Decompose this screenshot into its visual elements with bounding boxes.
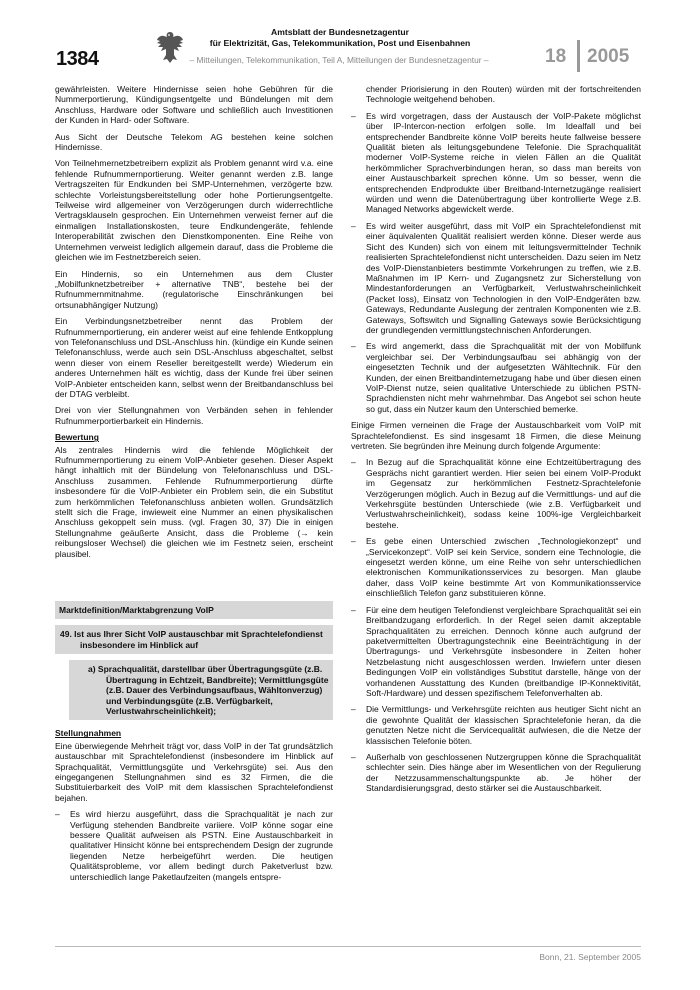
right-column	[351, 84, 641, 800]
dash-list-item: – Außerhalb von geschlossenen Nutzergruppen könne die Sprachqualität schlechter sein. Dies hänge aber im Wesentlichen von der Regulierung der Netzzusammenschaltungspunkte ab. Je höher der Standardisierungsgrad, desto stärker sei die Austauschbarkeit.	[351, 752, 641, 794]
paragraph: Eine überwiegende Mehrheit trägt vor, dass VoIP in der Tat grundsätzlich austauschbar mit Sprachtelefondienst (insbesondere im Hinblick auf Sprachqualität, Vermittlungsgüte und Verkehrsgüte) sei. Aus den eingegangenen Stellungnahmen sind es 32 Firmen, die die Substituierbarkeit des VoIP mit dem klassischen Sprachtelefondienst bejahen.	[55, 740, 333, 803]
dash-list-item: – Für eine dem heutigen Telefondienst vergleichbare Sprachqualität sei ein Breitbandzugang erforderlich. In der Regel seien damit akzeptable Sprachqualitäten zu erreichen. Dennoch könne auch aufgrund der paketvermittelten Übertragungstechnik eine Beeinträchtigung in der Übertragungs- und Verkehrsgüte insbesondere in Zeiten hoher Netzbelastung nicht ausgeschlossen werden. Inwiefern unter diesen Bedingungen VoIP ein vollständiges Substitut darstelle, hänge von der vorhandenen Ausstattung des Kunden (breitbandige IP-Konnektivität, Soft-/Hardware) und dessen spezifischem Telefonverhalten ab.	[351, 605, 641, 699]
issue-number: 18	[545, 46, 567, 67]
section-heading-box: Marktdefinition/Marktabgrenzung VoIP	[55, 601, 333, 619]
footer-divider	[55, 946, 641, 947]
gazette-title: Amtsblatt der Bundesnetzagentur	[271, 27, 409, 37]
heading-stellungnahmen: Stellungnahmen	[55, 728, 122, 739]
paragraph: Einige Firmen verneinen die Frage der Austauschbarkeit vom VoIP mit Sprachtelefondienst. Es sind insgesamt 18 Firmen, die diese Meinung vertreten. Sie begründen ihre Meinung durch folgende Argumente:	[351, 420, 641, 451]
heading-bewertung: Bewertung	[55, 432, 99, 443]
dash-list-item: – In Bezug auf die Sprachqualität könne eine Echtzeitübertragung des Gesprächs nicht garantiert werden. Hier seien bei einem VoIP-Produkt im Gegensatz zur herkömmlichen Festnetz-Sprachtelefonie Verzögerungen möglich. Auch in Bezug auf die Vermittlungs- und auf die Verkehrsgüte bestünden Unterschiede (wie z.B. Verfügbarkeit und Verlustwahrscheinlichkeit), sodass keine 100%-ige Vergleichbarkeit bestehe.	[351, 457, 641, 530]
page-number: 1384	[56, 48, 99, 70]
question-box: 49. Ist aus Ihrer Sicht VoIP austauschbar mit Sprachtelefondienst insbesondere im Hinblick auf	[55, 625, 333, 654]
dash-list-item: – Die Vermittlungs- und Verkehrsgüte reichten aus heutiger Sicht nicht an die gewohnte Qualität der klassischen Sprachtelefonie heran, da die genutzten Netze nicht die Servicequalität aufwiesen, die die Netze der klassischen Telefonie böten.	[351, 704, 641, 746]
gazette-subtitle: für Elektrizität, Gas, Telekommunikation, Post und Eisenbahnen	[209, 38, 471, 48]
issue-year: 2005	[587, 46, 630, 67]
paragraph-continuation: chender Priorisierung in den Routen) würden mit der fortschreitenden Technologie weitgehend behoben.	[366, 84, 641, 105]
dash-list-item: – Es wird weiter ausgeführt, dass mit VoIP ein Sprachtelefondienst mit einer äquivalenten Qualität realisiert werden könne. Dieser werde aus Sicht des Kunden) sich von einem mit leitungsvermittelnder Technik realisierten Sprachtelefondienst nicht unterscheiden. Dazu seien im Netz des VoIP-Dienstanbieters bestimmte Vorkehrungen zu treffen, wie z.B. Maßnahmen im IP Kern- und Zugangsnetz zur Sicherstellung von Mindestanforderungen an Verfügbarkeit, Verlustwahrscheinlichkeit (Packet loss), Einsatz von Technologien in den VoIP-Endgeräten bzw. Gateways, Redundante Auslegung der zentralen Komponenten wie z.B. Gateways, Softswitch und Signalling Gateways sowie Berücksichtigung der grundlegenden vermittlungstechnischen Anforderungen.	[351, 221, 641, 335]
paragraph: Drei von vier Stellungnahmen von Verbänden sehen in fehlender Rufnummerportierbarkeit ein Hindernis.	[55, 405, 333, 426]
left-column	[55, 84, 333, 888]
dash-list-item: – Es gebe einen Unterschied zwischen „Technologiekonzept“ und „Servicekonzept“. VoIP sei kein Service, sondern eine Technologie, die eingesetzt werden könne, um eine Reihe von sehr unterschiedlichen elektronischen Kommunikationsservices zu besorgen. Man glaube daher, dass VoIP keine bestimmte Art von Kommunikationsservice einschließlich Telefon ganz substituieren könne.	[351, 536, 641, 598]
paragraph: Als zentrales Hindernis wird die fehlende Möglichkeit der Rufnummernportierung zu einem VoIP-Anbieter gesehen. Dieser Aspekt hängt inhaltlich mit der Bündelung von Telefonanschluss und DSL-Anschluss zusammen. Fehlende Rufnummerportierung dürfte insbesondere für die VoIP-Anbieter ein Problem sein, die ein Substitut zum herkömmlichen Telefonanschluss anbieten wollen. Grundsätzlich stellt sich die Frage, inwieweit eine Nummer an einen physikalischen Anschluss gekoppelt sein muss. (vgl. Fragen 30, 37) Die in einigen Stellungnahme geäußerte Ansicht, dass die Probleme (→ kein reibungsloser Wechsel) die gleichen wie im Festnetz seien, erscheint plausibel.	[55, 444, 333, 559]
paragraph: Ein Verbindungsnetzbetreiber nennt das Problem der Rufnummernportierung, ein anderer weist auf eine fehlende Entkopplung von Telefonanschluss und DSL-Anschluss hin. (kündige ein Kunde seinen Telefonanschluss, werde auch sein DSL-Anschluss abgeschaltet, selbst wenn dieser von einem Reseller bereitgestellt werde) Wiederum ein anderes Unternehmen hält es wichtig, dass der Kunde frei über seinen VoIP-Anbieter entscheiden kann, selbst wenn der Breitbandanschluss bei der DTAG verbleibt.	[55, 316, 333, 399]
dash-list-item: – Es wird vorgetragen, dass der Austausch der VoIP-Pakete möglichst über IP-Intercon-nection erfolgen solle. Im Idealfall und bei entsprechender Bandbreite könne VoIP bereits heute fallweise bessere Qualität bieten als leitungsgebundene Telefonie. Die Sprachqualität moderner VoIP-Systeme reiche in vielen Fällen an die Qualität herkömmlicher Sprachverbindungen heran, so dass man bereits von einer Austauschbarkeit sprechen könne. Um so besser, wenn die entsprechenden Endprodukte über Breitband-Internetzugänge realisiert würden und wenn die Datenübertragung über kontrollierte Wege z.B. Managed Networks abgewickelt werde.	[351, 111, 641, 215]
dash-list-item: – Es wird hierzu ausgeführt, dass die Sprachqualität je nach zur Verfügung stehenden Bandbreite variiere. VoIP könne sogar eine bessere Qualität aufweisen als PSTN. Eine Austauschbarkeit in qualitativer Hinsicht könne bei entsprechendem Design der zugrunde liegenden Netze herbeigeführt werden. Die heutigen Qualitätsprobleme, vor allem bedingt durch Paketverlust bzw. unterschiedlich lange Paketlaufzeiten (mangels entspre-	[55, 809, 333, 882]
header-divider	[577, 40, 580, 72]
paragraph: gewährleisten. Weitere Hindernisse seien hohe Gebühren für die Nummerportierung, Kündigungsentgelte und Bündelungen mit dem Anschluss, Hardware oder Software und schließlich auch Investitionen der Kunden in Hard- oder Software.	[55, 84, 333, 126]
dash-list-item: – Es wird angemerkt, dass die Sprachqualität mit der von Mobilfunk vergleichbar sei. Der Verbindungsaufbau sei abhängig von der eingesetzten Technik und der aufgesetzten Wähltechnik. Für den Kunden, der einen Breitbandinternetzugang habe und über diesen einen VoIP-Dienst nutze, seien qualitative Unterschiede zu üblichen PSTN-Sprachdiensten nicht mehr wahrnehmbar. Das Angebot sei schon heute so gut, dass ein Nutzer kaum den Unterschied bemerke.	[351, 341, 641, 414]
sub-question-box: a) Sprachqualität, darstellbar über Übertragungsgüte (z.B. Übertragung in Echtzeit, Bandbreite); Vermittlungsgüte (z.B. Dauer des Verbindungsaufbaus, Wähltonverzug) und Verbindungsgüte (z.B. Verfügbarkeit, Verlustwahrscheinlichkeit);	[69, 660, 333, 720]
gazette-section: – Mitteilungen, Telekommunikation, Teil A, Mitteilungen der Bundesnetzagentur –	[189, 55, 489, 65]
paragraph: Aus Sicht der Deutsche Telekom AG bestehen keine solchen Hindernisse.	[55, 131, 333, 153]
paragraph: Von Teilnehmernetzbetreibern explizit als Problem genannt wird v.a. eine fehlende Rufnummernportierung. Weiter genannt werden z.B. lange Vertragszeiten für Endkunden bei SMP-Unternehmen, verzögerte bzw. schlechte Vorleistungsbereitstellung oder hohe Portierungsentgelte. Teilweise wird allgemeiner von Verzögerungen durch widerrechtliche Vertragsklauseln gesprochen. Ein Unternehmen verweist ferner auf die einmaligen Installationskosten, teure Endkundengeräte, fehlende Interoperabilität zwischen den Dienstkomponenten. Eine Reihe von Unternehmen verweist lediglich allgemein darauf, dass die Probleme die gleichen wie im Festnetzbereich seien.	[55, 158, 333, 263]
paragraph: Ein Hindernis, so ein Unternehmen aus dem Cluster „Mobilfunknetzbetreiber + alternative TNB“, bestehe bei der Rufnummernmitnahme. (regulatorische Einschränkungen bei ortsunabhängiger Nutzung)	[55, 268, 333, 310]
footer-date: Bonn, 21. September 2005	[539, 952, 641, 962]
